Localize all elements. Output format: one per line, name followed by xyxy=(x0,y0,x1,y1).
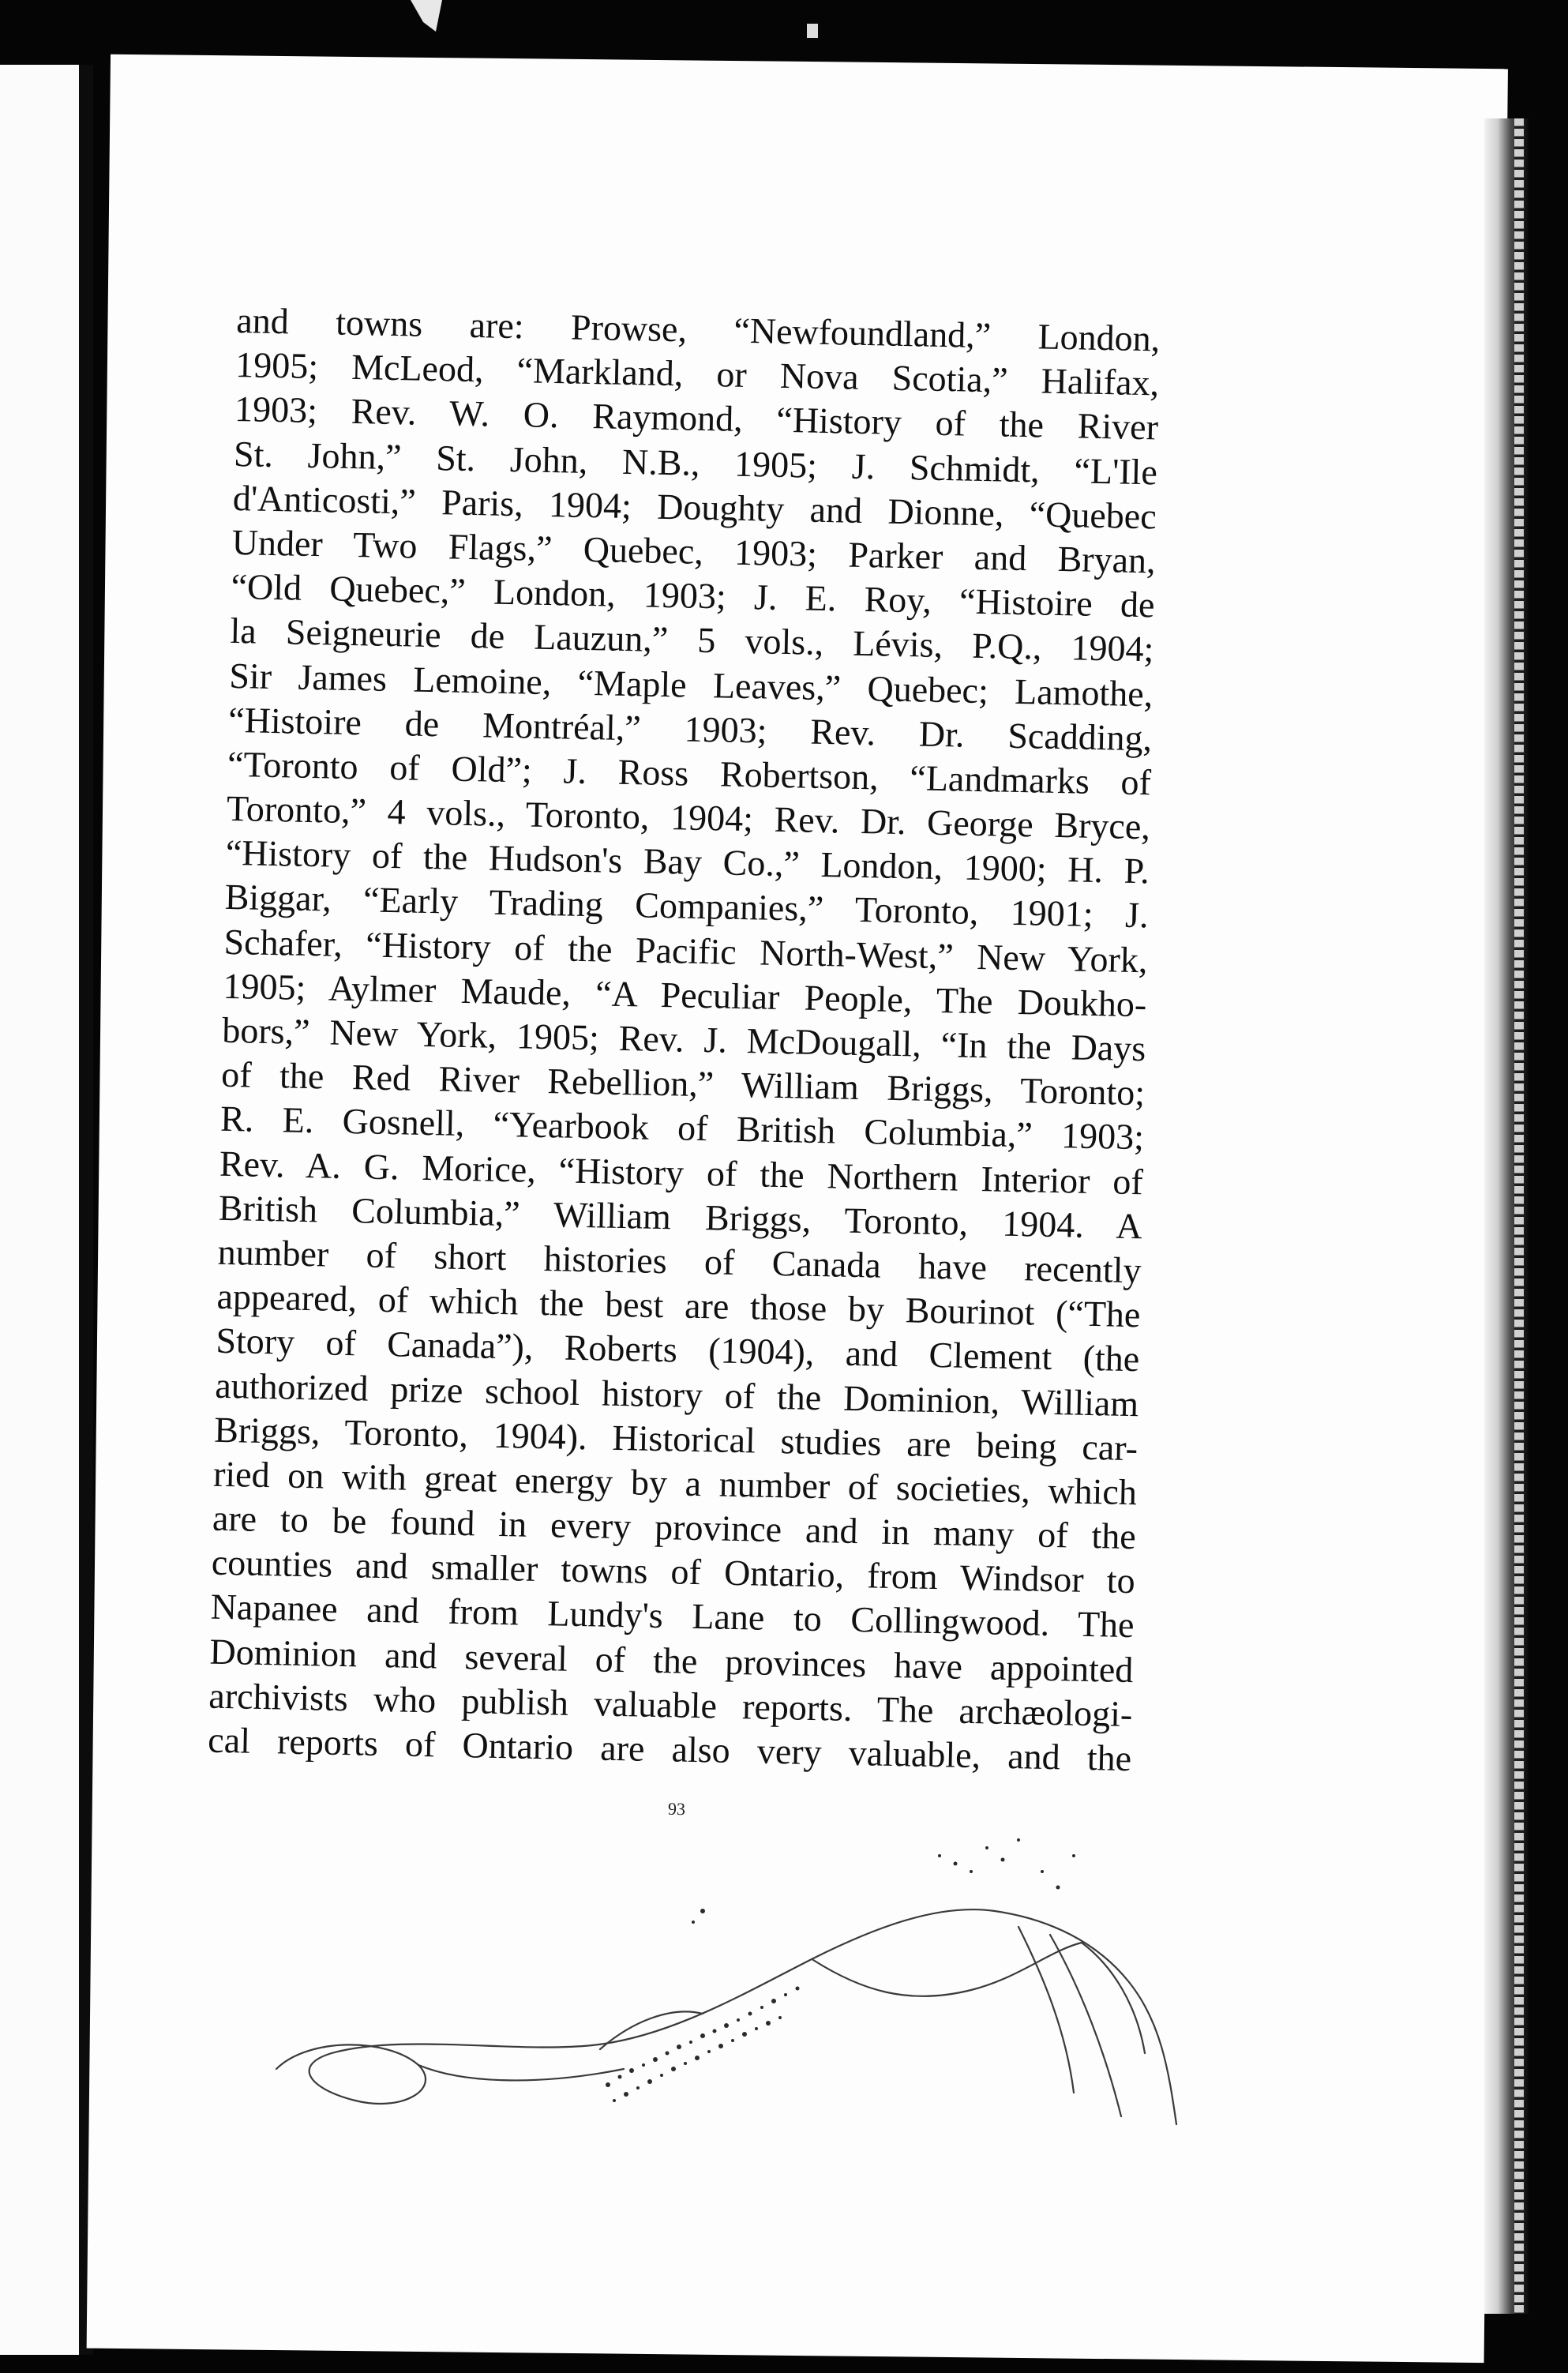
scan-artifact xyxy=(807,24,818,38)
text-line: British Columbia,” William Briggs, Toronto, 1904. A xyxy=(218,1187,1143,1246)
text-line: la Seigneurie de Lauzun,” 5 vols., Lévis, P.Q., 1904; xyxy=(230,610,1154,670)
text-line: “Toronto of Old”; J. Ross Robertson, “Landmarks of xyxy=(227,743,1152,803)
text-line: St. John,” St. John, N.B., 1905; J. Schmidt, “L'Ile xyxy=(233,433,1158,492)
text-line: Schafer, “History of the Pacific North-West,” New York, xyxy=(223,921,1148,980)
text-line: d'Anticosti,” Paris, 1904; Doughty and Dionne, “Quebec xyxy=(232,477,1157,537)
text-line: “Histoire de Montréal,” 1903; Rev. Dr. Scadding, xyxy=(227,699,1153,759)
page-edge-texture xyxy=(1514,118,1524,2314)
text-line: cal reports of Ontario are also very valuable, and the xyxy=(207,1719,1132,1779)
text-line: 1905; McLeod, “Markland, or Nova Scotia,” Halifax, xyxy=(234,344,1160,404)
text-line: Story of Canada”), Roberts (1904), and Clement (the xyxy=(215,1320,1140,1380)
text-line: appeared, of which the best are those by Bourinot (“The xyxy=(216,1275,1141,1335)
facing-page-edge xyxy=(0,65,93,2355)
text-line: bors,” New York, 1905; Rev. J. McDougall, “In the Days xyxy=(221,1009,1146,1069)
text-line: Rev. A. G. Morice, “History of the Northern Interior of xyxy=(219,1143,1144,1202)
text-line: Under Two Flags,” Quebec, 1903; Parker and Bryan, xyxy=(231,521,1157,581)
text-line: counties and smaller towns of Ontario, from Windsor to xyxy=(211,1541,1136,1601)
page-number: 93 xyxy=(667,1798,686,1819)
text-line: Sir James Lemoine, “Maple Leaves,” Quebec; Lamothe, xyxy=(228,655,1153,714)
text-line: R. E. Gosnell, “Yearbook of British Columbia,” 1903; xyxy=(219,1098,1145,1158)
text-line: 1905; Aylmer Maude, “A Peculiar People, The Doukho- xyxy=(223,965,1147,1025)
scan-artifact xyxy=(411,0,442,32)
text-line: Briggs, Toronto, 1904). Historical studies are being car- xyxy=(213,1409,1138,1468)
text-line: of the Red River Rebellion,” William Briggs, Toronto; xyxy=(220,1053,1146,1113)
text-line: “Old Quebec,” London, 1903; J. E. Roy, “Histoire de xyxy=(231,566,1155,625)
text-line: ried on with great energy by a number of societies, which xyxy=(212,1453,1138,1513)
text-line: Dominion and several of the provinces have appointed xyxy=(209,1631,1134,1690)
text-line: and towns are: Prowse, “Newfoundland,” London, xyxy=(235,299,1161,359)
text-line: 1903; Rev. W. O. Raymond, “History of the River xyxy=(234,389,1159,448)
text-line: are to be found in every province and in many of the xyxy=(212,1497,1137,1557)
text-line: Toronto,” 4 vols., Toronto, 1904; Rev. Dr. George Bryce, xyxy=(226,787,1151,847)
text-line: archivists who publish valuable reports. The archæologi- xyxy=(208,1675,1133,1734)
text-line: “History of the Hudson's Bay Co.,” London, 1900; H. P. xyxy=(225,832,1150,892)
text-line: authorized prize school history of the Dominion, William xyxy=(214,1365,1139,1424)
body-text xyxy=(208,299,1161,1781)
text-line: Biggar, “Early Trading Companies,” Toronto, 1901; J. xyxy=(224,877,1150,936)
text-line: Napanee and from Lundy's Lane to Collingwood. The xyxy=(210,1586,1135,1646)
text-line: number of short histories of Canada have recently xyxy=(217,1231,1142,1291)
decorative-flourish xyxy=(261,1753,1255,2195)
